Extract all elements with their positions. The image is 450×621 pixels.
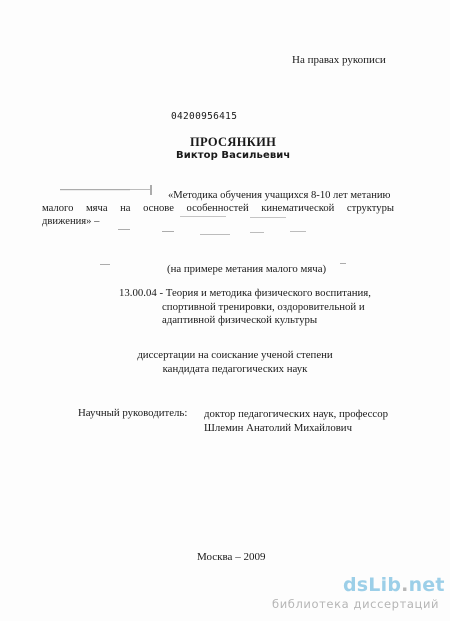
- place-and-year: Москва – 2009: [197, 551, 266, 563]
- degree-line: диссертации на соискание ученой степени: [137, 349, 333, 361]
- specialty-line: адаптивной физической культуры: [162, 314, 318, 326]
- dissertation-subtitle: (на примере метания малого мяча): [167, 263, 327, 275]
- watermark-logo-tld: net: [408, 574, 445, 596]
- title-line: малого мяча на основе особенностей кинематической структуры: [42, 203, 394, 214]
- watermark-logo: [343, 574, 445, 596]
- specialty-line: спортивной тренировки, оздоровительной и: [162, 300, 365, 313]
- dissertation-title: [42, 189, 394, 228]
- advisor-label: Научный руководитель:: [78, 407, 188, 419]
- advisor-degree: доктор педагогических наук, профессор: [204, 408, 389, 420]
- specialty-block: [119, 287, 389, 328]
- author-given-name: Виктор Васильевич: [176, 150, 291, 161]
- advisor-name: Шлемин Анатолий Михайлович: [204, 421, 353, 434]
- specialty-line: 13.00.04 - Теория и методика физического воспитания,: [119, 287, 371, 299]
- author-surname: ПРОСЯНКИН: [190, 135, 277, 149]
- manuscript-rights-note: На правах рукописи: [292, 54, 386, 66]
- watermark-tagline: библиотека диссертаций: [272, 597, 440, 611]
- title-line: движения» –: [42, 216, 100, 227]
- document-code: 04200956415: [171, 111, 238, 122]
- degree-block: [100, 349, 370, 376]
- degree-line: кандидата педагогических наук: [162, 362, 308, 375]
- title-line: «Методика обучения учащихся 8-10 лет метанию: [168, 190, 391, 201]
- watermark-logo-dot: .: [401, 574, 409, 596]
- watermark-logo-main: dsLib: [343, 574, 402, 596]
- advisor-info: [204, 408, 388, 435]
